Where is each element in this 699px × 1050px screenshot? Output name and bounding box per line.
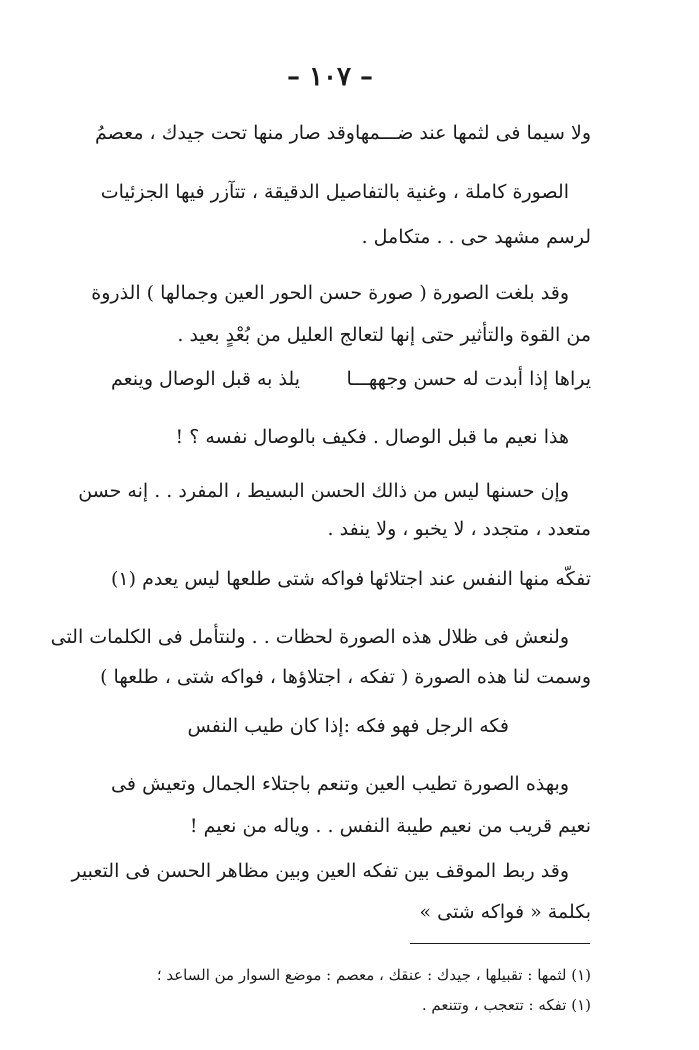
para-1-line-1: الصورة كاملة ، وغنية بالتفاصيل الدقيقة ، تتآزر فيها الجزئيات <box>100 181 569 203</box>
para-7-line-2: بكلمة « فواكه شتى » <box>419 901 591 923</box>
para-2-line-2: من القوة والتأثير حتى إنها لتعالج العليل من بُعْدٍ بعيد . <box>177 324 591 346</box>
verse-2-first-hemistich: يراها إذا أبدت له حسن وجههـــا <box>346 368 591 390</box>
footnote-divider <box>410 943 590 944</box>
verse-1-first-hemistich: ولا سيما فى لثمها عند ضـــمها <box>354 122 591 144</box>
footnote-1: (١) لثمها : تقبيلها ، جيدك : عنقك ، معصم : موضع السوار من الساعد ؛ <box>156 966 591 984</box>
verse-4-first-part: فكه الرجل فهو فكه : <box>343 715 509 737</box>
verse-4 <box>187 715 509 737</box>
verse-3-first-hemistich: تفكّه منها النفس عند اجتلائها <box>369 568 591 590</box>
verse-1 <box>95 122 591 144</box>
verse-3-second-hemistich: فواكه شتى طلعها ليس يعدم (١) <box>111 568 365 590</box>
verse-4-second-part: إذا كان طيب النفس <box>187 715 344 737</box>
para-5-line-1: ولنعش فى ظلال هذه الصورة لحظات . . ولنتأمل فى الكلمات التى <box>50 626 569 648</box>
para-6-line-1: وبهذه الصورة تطيب العين وتنعم باجتلاء الجمال وتعيش فى <box>111 773 569 795</box>
para-3-line-1: هذا نعيم ما قبل الوصال . فكيف بالوصال نفسه ؟ ! <box>175 426 569 448</box>
para-5-line-2: وسمت لنا هذه الصورة ( تفكه ، اجتلاؤها ، فواكه شتى ، طلعها ) <box>100 666 591 688</box>
para-6-line-2: نعيم قريب من نعيم طيبة النفس . . وياله من نعيم ! <box>189 815 591 837</box>
verse-1-second-hemistich: وقد صار منها تحت جيدك ، معصمُ <box>95 122 355 144</box>
page-number: – ١٠٧ – <box>286 62 374 92</box>
para-4-line-1: وإن حسنها ليس من ذالك الحسن البسيط ، المفرد . . إنه حسن <box>78 480 569 502</box>
verse-2 <box>111 370 591 389</box>
para-4-line-2: متعدد ، متجدد ، لا يخبو ، ولا ينفد . <box>327 518 591 540</box>
footnote-2: (١) تفكه : تتعجب ، وتتنعم . <box>421 996 591 1014</box>
para-7-line-1: وقد ربط الموقف بين تفكه العين وبين مظاهر الحسن فى التعبير <box>71 860 569 882</box>
verse-3 <box>111 570 591 589</box>
para-1-line-2: لرسم مشهد حى . . متكامل . <box>361 226 591 248</box>
para-2-line-1: وقد بلغت الصورة ( صورة حسن الحور العين وجمالها ) الذروة <box>91 282 569 304</box>
verse-2-second-hemistich: يلذ به قبل الوصال وينعم <box>111 368 301 390</box>
